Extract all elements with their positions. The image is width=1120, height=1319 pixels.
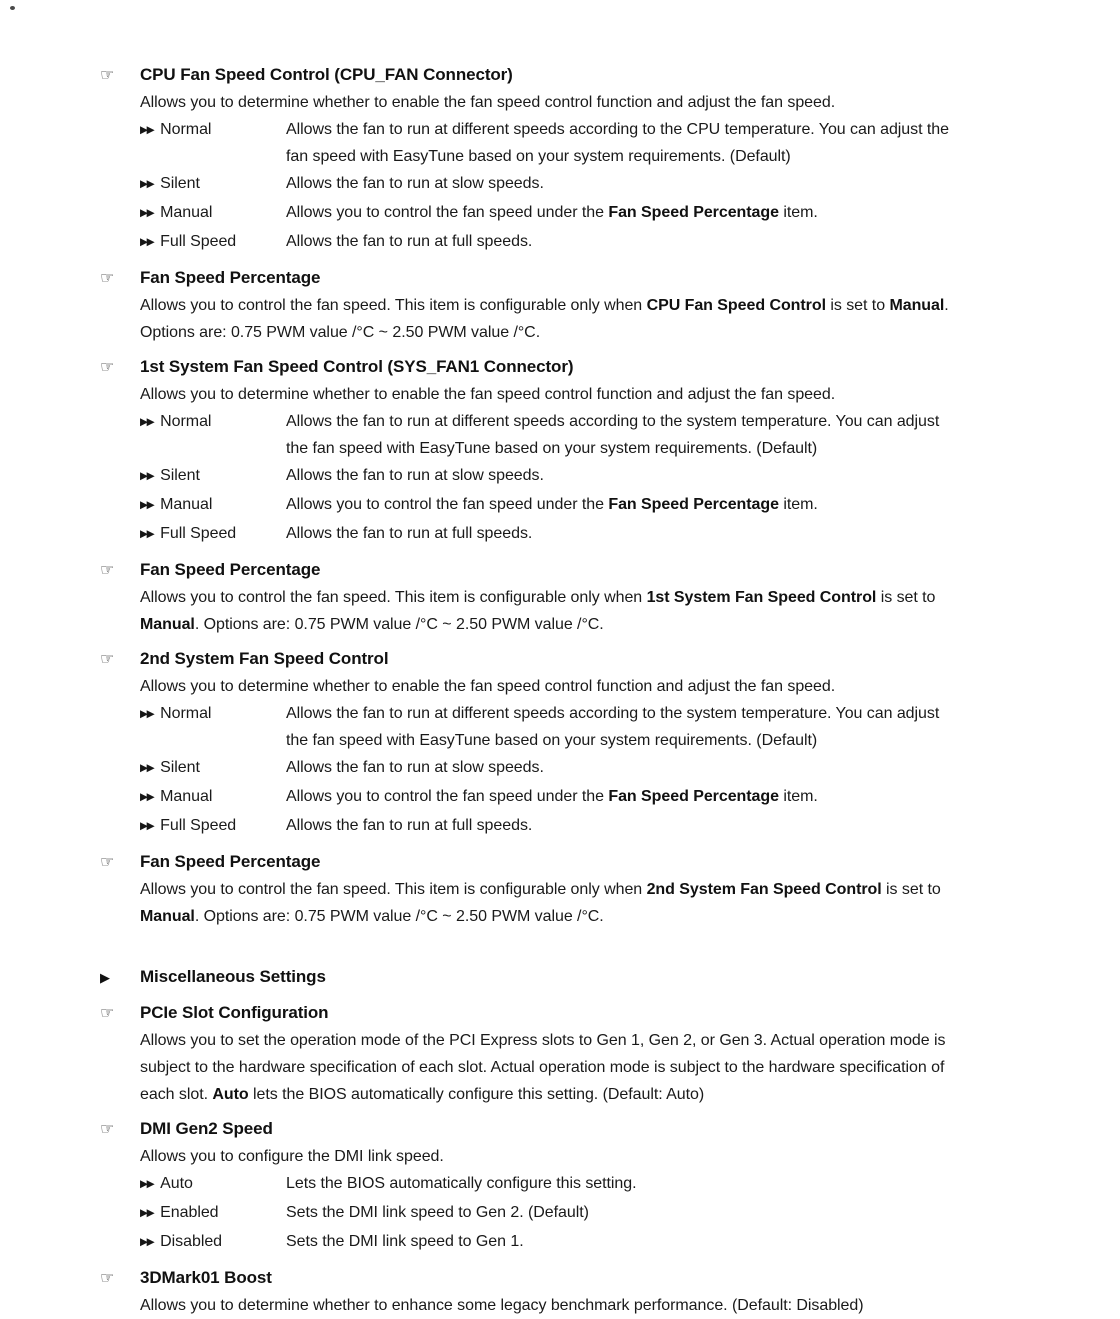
setting-section (100, 963, 954, 992)
setting-body (140, 381, 952, 549)
double-arrow-icon: ▶▶ (140, 761, 154, 774)
setting-section (100, 1264, 954, 1319)
setting-title: DMI Gen2 Speed (140, 1119, 273, 1138)
double-arrow-icon: ▶▶ (140, 1206, 154, 1219)
option-row (140, 783, 952, 812)
double-arrow-icon: ▶▶ (140, 469, 154, 482)
bullet-cell (100, 1115, 140, 1143)
setting-heading (100, 1115, 954, 1143)
setting-title: 2nd System Fan Speed Control (140, 649, 389, 668)
option-description: Allows the fan to run at different speeds according to the CPU temperature. You can adjust the fan speed with EasyTune based on your system requirements. (Default) (286, 121, 949, 165)
setting-heading (100, 645, 954, 673)
option-description: Allows the fan to run at different speeds according to the system temperature. You can adjust the fan speed with EasyTune based on your system requirements. (Default) (286, 413, 940, 457)
option-label-cell (140, 228, 286, 257)
setting-title: Fan Speed Percentage (140, 852, 321, 871)
option-label-cell (140, 520, 286, 549)
hand-pointer-icon: ☞ (100, 1268, 115, 1287)
bullet-cell (100, 61, 140, 89)
double-arrow-icon: ▶▶ (140, 707, 154, 720)
option-label: Normal (160, 121, 212, 138)
option-description: Allows the fan to run at different speeds according to the system temperature. You can adjust the fan speed with EasyTune based on your system requirements. (Default) (286, 705, 940, 749)
hand-pointer-icon: ☞ (100, 560, 115, 579)
option-row (140, 462, 952, 491)
option-label-cell (140, 462, 286, 491)
hand-pointer-icon: ☞ (100, 1119, 115, 1138)
bullet-cell (100, 264, 140, 292)
setting-body (140, 876, 952, 930)
hand-pointer-icon: ☞ (100, 1003, 115, 1022)
setting-title: PCIe Slot Configuration (140, 1003, 329, 1022)
option-label: Normal (160, 705, 212, 722)
bold-text: Fan Speed Percentage (608, 204, 779, 221)
setting-title: Fan Speed Percentage (140, 268, 321, 287)
setting-description: Allows you to set the operation mode of the PCI Express slots to Gen 1, Gen 2, or Gen 3. Actual operation mode is subject to the hardware specification of each slot. Actual operation mode is subject to the hardware specification of each slot. Auto lets the BIOS automatically configure this setting. (Default: Auto) (140, 1032, 946, 1103)
option-row (140, 116, 952, 170)
option-description: Allows the fan to run at full speeds. (286, 233, 533, 250)
option-label: Silent (160, 467, 200, 484)
manual-content (100, 54, 954, 1319)
setting-section (100, 353, 954, 549)
setting-section (100, 1115, 954, 1257)
option-label: Manual (160, 496, 213, 513)
setting-section (100, 556, 954, 638)
setting-body (140, 1027, 952, 1108)
setting-title: CPU Fan Speed Control (CPU_FAN Connector) (140, 65, 513, 84)
bold-text: CPU Fan Speed Control (646, 297, 826, 314)
setting-heading (100, 556, 954, 584)
option-label: Silent (160, 759, 200, 776)
option-label-cell (140, 170, 286, 199)
option-label: Full Speed (160, 233, 237, 250)
setting-section (100, 264, 954, 346)
hand-pointer-icon: ☞ (100, 649, 115, 668)
setting-heading (100, 963, 954, 992)
option-label-cell (140, 1228, 286, 1257)
bold-text: 1st System Fan Speed Control (646, 589, 877, 606)
setting-description: Allows you to determine whether to enable the fan speed control function and adjust the fan speed. (140, 94, 836, 111)
option-label-cell (140, 1199, 286, 1228)
hand-pointer-icon: ☞ (100, 65, 115, 84)
option-row (140, 491, 952, 520)
setting-body (140, 1292, 952, 1319)
option-description: Allows the fan to run at slow speeds. (286, 175, 544, 192)
bold-text: 2nd System Fan Speed Control (646, 881, 882, 898)
double-arrow-icon: ▶▶ (140, 498, 154, 511)
setting-heading (100, 61, 954, 89)
option-label-cell (140, 199, 286, 228)
option-label-cell (140, 1170, 286, 1199)
setting-heading (100, 353, 954, 381)
option-row (140, 1170, 952, 1199)
double-arrow-icon: ▶▶ (140, 415, 154, 428)
option-label-cell (140, 783, 286, 812)
bullet-cell (100, 964, 140, 992)
setting-description: Allows you to control the fan speed. This item is configurable only when 1st System Fan Speed Control is set to Manual. Options are: 0.75 PWM value /°C ~ 2.50 PWM value /°C. (140, 589, 936, 633)
double-arrow-icon: ▶▶ (140, 206, 154, 219)
option-label: Normal (160, 413, 212, 430)
option-label: Disabled (160, 1233, 223, 1250)
bold-text: Auto (212, 1086, 249, 1103)
option-row (140, 700, 952, 754)
setting-description: Allows you to control the fan speed. This item is configurable only when CPU Fan Speed Control is set to Manual. Options are: 0.75 PWM value /°C ~ 2.50 PWM value /°C. (140, 297, 949, 341)
option-label: Manual (160, 788, 213, 805)
setting-body (140, 292, 952, 346)
setting-heading (100, 1264, 954, 1292)
triangle-bullet-icon: ▶ (100, 971, 110, 986)
option-label: Manual (160, 204, 213, 221)
option-description: Allows the fan to run at slow speeds. (286, 467, 544, 484)
option-description: Allows you to control the fan speed under the Fan Speed Percentage item. (286, 204, 818, 221)
setting-title: Fan Speed Percentage (140, 560, 321, 579)
bullet-cell (100, 848, 140, 876)
setting-section (100, 848, 954, 930)
option-label-cell (140, 116, 286, 170)
setting-description: Allows you to determine whether to enable the fan speed control function and adjust the fan speed. (140, 678, 836, 695)
double-arrow-icon: ▶▶ (140, 1177, 154, 1190)
option-label: Enabled (160, 1204, 219, 1221)
setting-description: Allows you to control the fan speed. This item is configurable only when 2nd System Fan Speed Control is set to Manual. Options are: 0.75 PWM value /°C ~ 2.50 PWM value /°C. (140, 881, 941, 925)
option-description: Sets the DMI link speed to Gen 2. (Default) (286, 1204, 589, 1221)
bullet-cell (100, 1264, 140, 1292)
bold-text: Fan Speed Percentage (608, 496, 779, 513)
double-arrow-icon: ▶▶ (140, 819, 154, 832)
option-label: Silent (160, 175, 200, 192)
scan-artifact (10, 6, 15, 10)
option-description: Allows you to control the fan speed under the Fan Speed Percentage item. (286, 496, 818, 513)
bold-text: Manual (140, 616, 195, 633)
setting-body (140, 89, 952, 257)
setting-body (140, 673, 952, 841)
bold-text: Fan Speed Percentage (608, 788, 779, 805)
setting-heading (100, 264, 954, 292)
setting-body (140, 584, 952, 638)
double-arrow-icon: ▶▶ (140, 1235, 154, 1248)
option-row (140, 199, 952, 228)
option-row (140, 812, 952, 841)
hand-pointer-icon: ☞ (100, 268, 115, 287)
option-label: Full Speed (160, 525, 237, 542)
option-label-cell (140, 700, 286, 754)
setting-section (100, 999, 954, 1108)
option-description: Allows the fan to run at slow speeds. (286, 759, 544, 776)
setting-heading (100, 999, 954, 1027)
double-arrow-icon: ▶▶ (140, 177, 154, 190)
setting-title: 1st System Fan Speed Control (SYS_FAN1 Connector) (140, 357, 574, 376)
setting-title: Miscellaneous Settings (140, 967, 326, 986)
option-description: Sets the DMI link speed to Gen 1. (286, 1233, 524, 1250)
option-row (140, 754, 952, 783)
option-description: Allows you to control the fan speed under the Fan Speed Percentage item. (286, 788, 818, 805)
double-arrow-icon: ▶▶ (140, 123, 154, 136)
bold-text: Manual (140, 908, 195, 925)
setting-heading (100, 848, 954, 876)
option-label-cell (140, 812, 286, 841)
option-label-cell (140, 491, 286, 520)
double-arrow-icon: ▶▶ (140, 790, 154, 803)
bold-text: Manual (889, 297, 945, 314)
option-description: Allows the fan to run at full speeds. (286, 817, 533, 834)
setting-body (140, 1143, 952, 1257)
double-arrow-icon: ▶▶ (140, 527, 154, 540)
option-label: Full Speed (160, 817, 237, 834)
option-label: Auto (160, 1175, 193, 1192)
option-row (140, 1199, 952, 1228)
option-label-cell (140, 408, 286, 462)
setting-title: 3DMark01 Boost (140, 1268, 272, 1287)
option-description: Lets the BIOS automatically configure this setting. (286, 1175, 637, 1192)
option-row (140, 1228, 952, 1257)
bullet-cell (100, 999, 140, 1027)
option-label-cell (140, 754, 286, 783)
option-row (140, 408, 952, 462)
setting-description: Allows you to determine whether to enable the fan speed control function and adjust the fan speed. (140, 386, 836, 403)
setting-description: Allows you to configure the DMI link speed. (140, 1148, 444, 1165)
bullet-cell (100, 353, 140, 381)
setting-description: Allows you to determine whether to enhance some legacy benchmark performance. (Default: Disabled) (140, 1297, 864, 1314)
option-row (140, 228, 952, 257)
hand-pointer-icon: ☞ (100, 852, 115, 871)
setting-section (100, 61, 954, 257)
option-row (140, 170, 952, 199)
setting-section (100, 645, 954, 841)
double-arrow-icon: ▶▶ (140, 235, 154, 248)
bullet-cell (100, 556, 140, 584)
hand-pointer-icon: ☞ (100, 357, 115, 376)
bullet-cell (100, 645, 140, 673)
option-description: Allows the fan to run at full speeds. (286, 525, 533, 542)
option-row (140, 520, 952, 549)
